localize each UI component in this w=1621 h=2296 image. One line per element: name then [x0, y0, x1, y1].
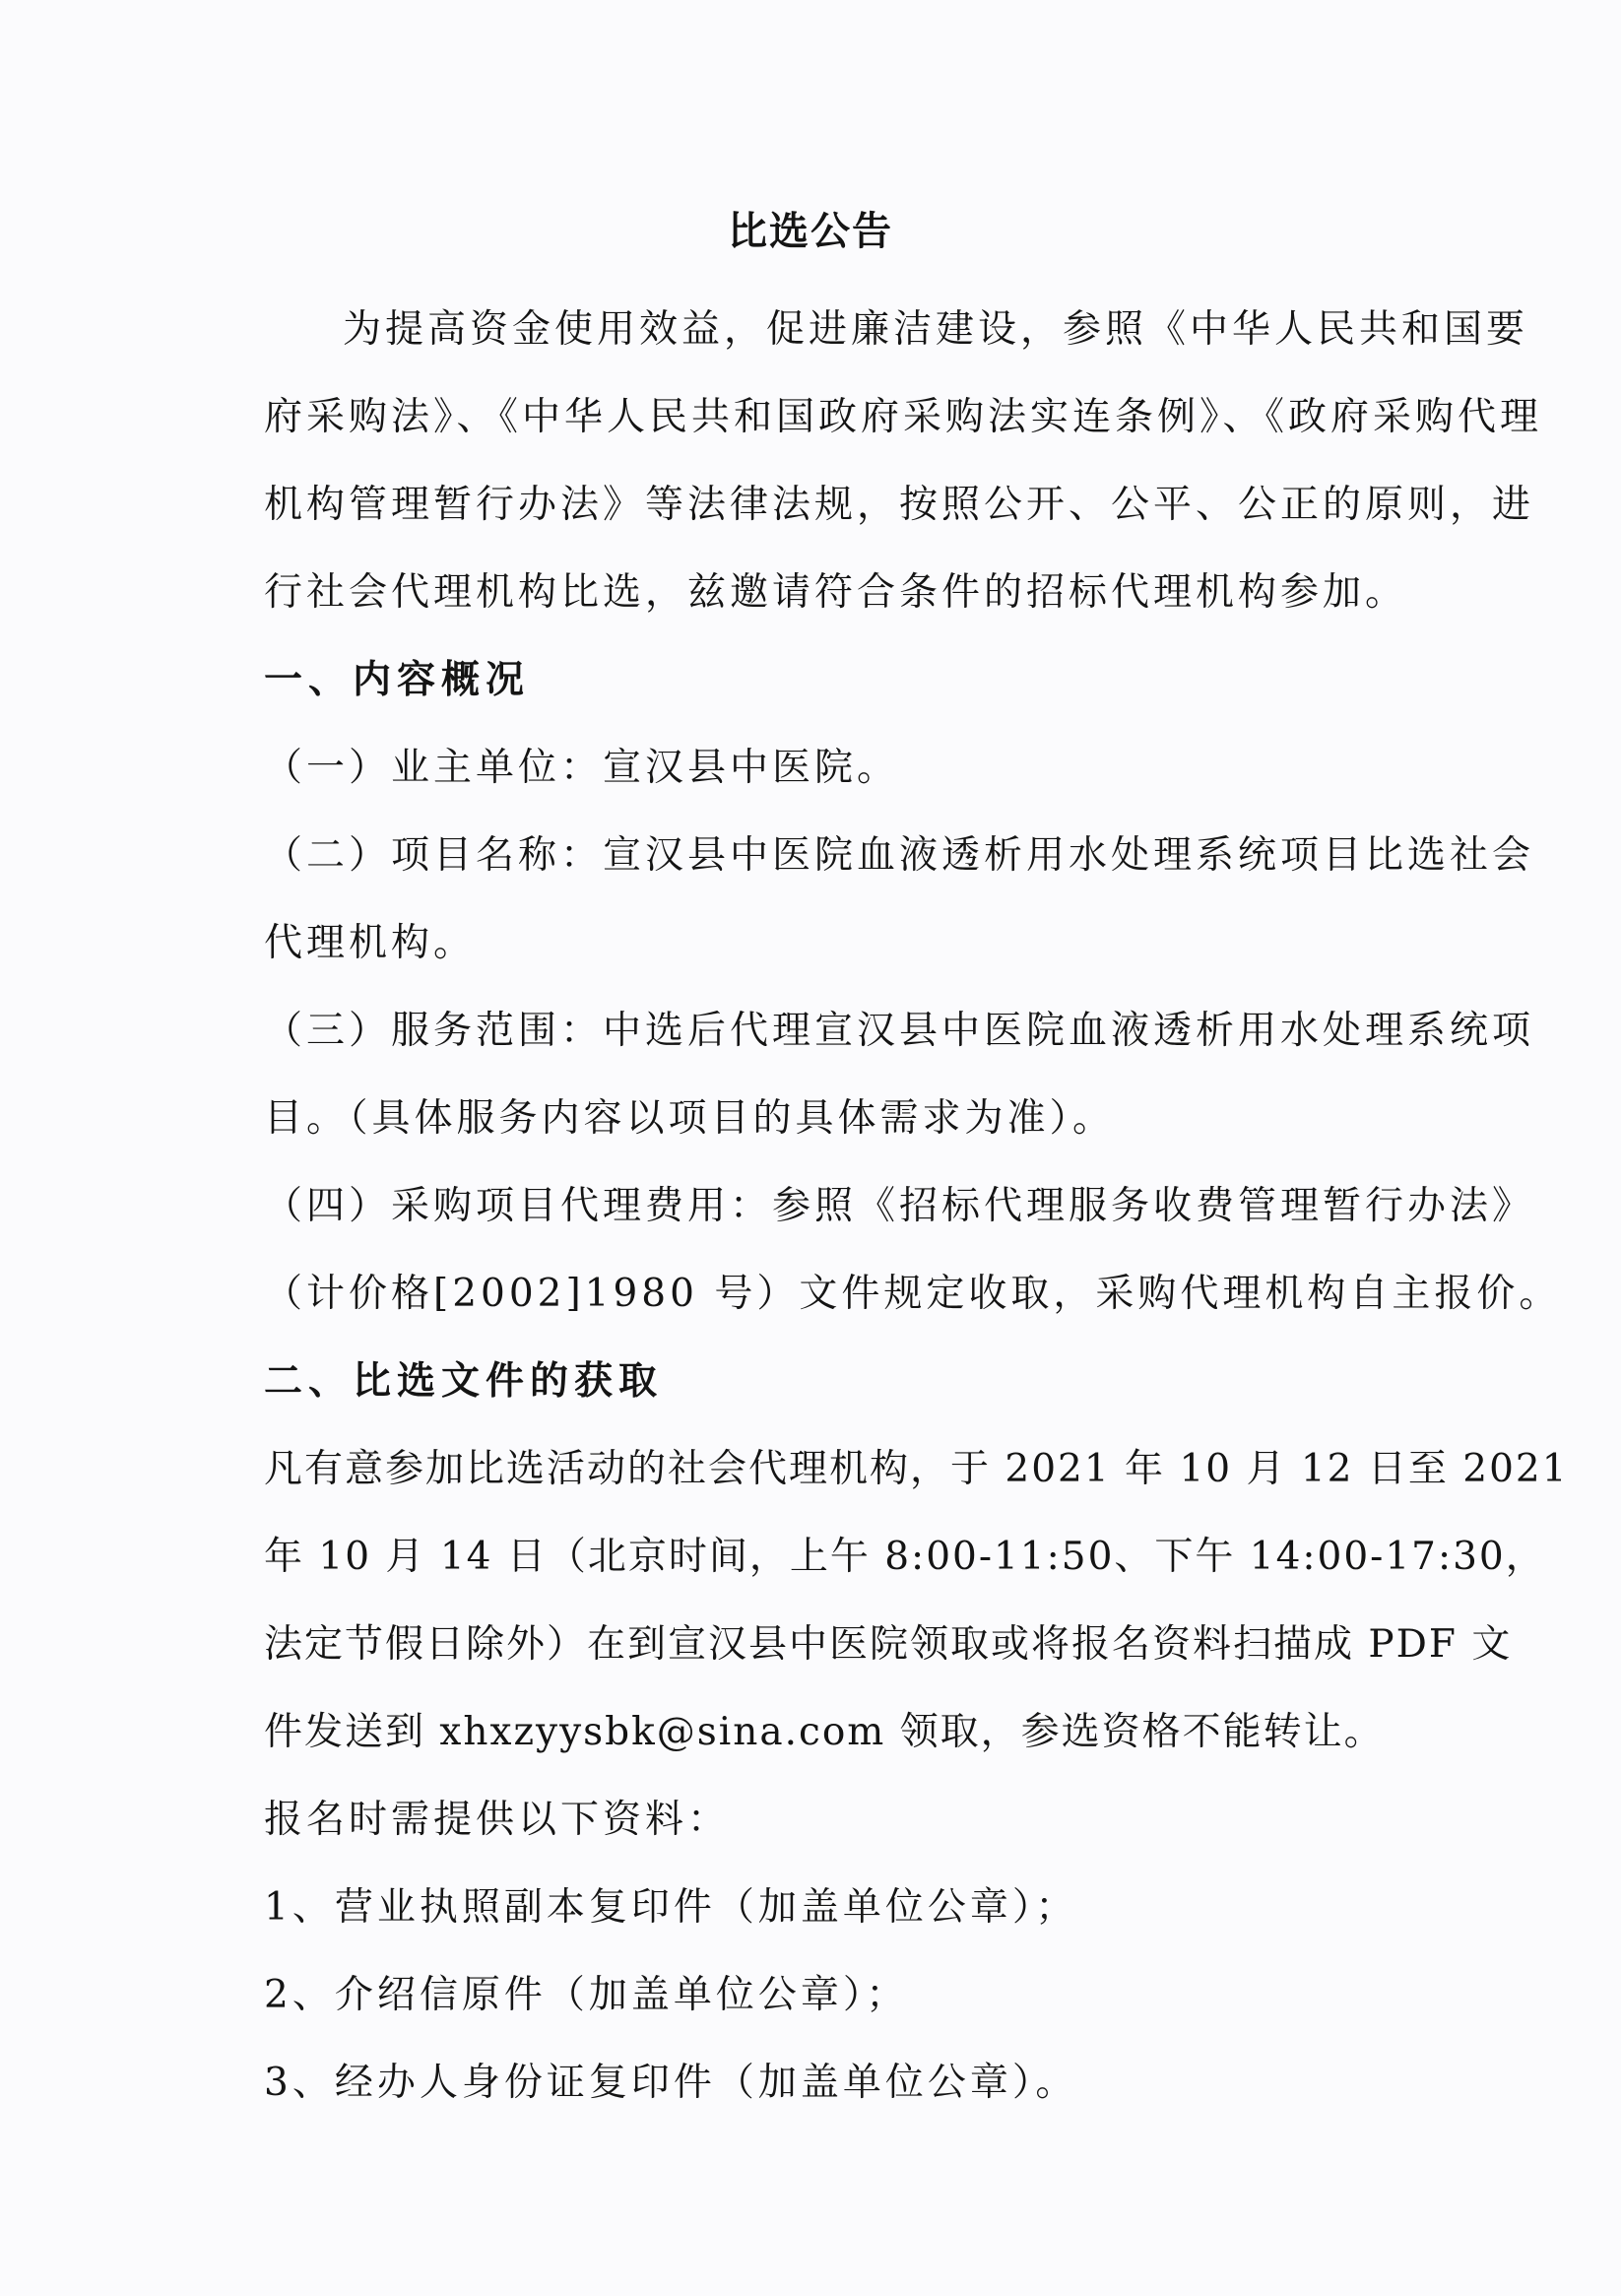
content-line: （二）项目名称：宣汉县中医院血液透析用水处理系统项目比选社会: [264, 833, 1535, 878]
content-line: （三）服务范围：中选后代理宣汉县中医院血液透析用水处理系统项: [264, 1009, 1535, 1053]
content-line: 报名时需提供以下资料：: [264, 1798, 731, 1842]
document-body: [264, 286, 1569, 2127]
content-line: 年 10 月 14 日（北京时间，上午 8:00-11:50、下午 14:00-17:30，: [264, 1535, 1546, 1579]
content-line: 目。（具体服务内容以项目的具体需求为准）。: [264, 1096, 1116, 1141]
content-line: 代理机构。: [264, 921, 477, 965]
content-line: 法定节假日除外）在到宣汉县中医院领取或将报名资料扫描成 PDF 文: [264, 1622, 1513, 1667]
intro-line: 机构管理暂行办法》等法律法规，按照公开、公平、公正的原则，进: [264, 483, 1535, 527]
content-line: 凡有意参加比选活动的社会代理机构，于 2021 年 10 月 12 日至 2021: [264, 1447, 1569, 1491]
content-line: （计价格[2002]1980 号）文件规定收取，采购代理机构自主报价。: [264, 1272, 1562, 1316]
intro-line: 府采购法》、《中华人民共和国政府采购法实连条例》、《政府采购代理: [264, 395, 1543, 439]
list-item: 2、介绍信原件（加盖单位公章）；: [264, 1973, 909, 2017]
section-heading: 一、内容概况: [264, 658, 531, 702]
content-line: （一）业主单位：宣汉县中医院。: [264, 746, 900, 790]
content-line: 件发送到 xhxzyysbk@sina.com 领取，参选资格不能转让。: [264, 1710, 1385, 1754]
page-title: 比选公告: [728, 209, 893, 254]
list-item: 1、营业执照副本复印件（加盖单位公章）；: [264, 1885, 1078, 1930]
section-heading: 二、比选文件的获取: [264, 1359, 664, 1404]
intro-line: 行社会代理机构比选，兹邀请符合条件的招标代理机构参加。: [264, 570, 1408, 615]
intro-line: 为提高资金使用效益，促进廉洁建设，参照《中华人民共和国要: [343, 307, 1529, 352]
list-item: 3、经办人身份证复印件（加盖单位公章）。: [264, 2061, 1078, 2105]
content-line: （四）采购项目代理费用：参照《招标代理服务收费管理暂行办法》: [264, 1184, 1535, 1228]
